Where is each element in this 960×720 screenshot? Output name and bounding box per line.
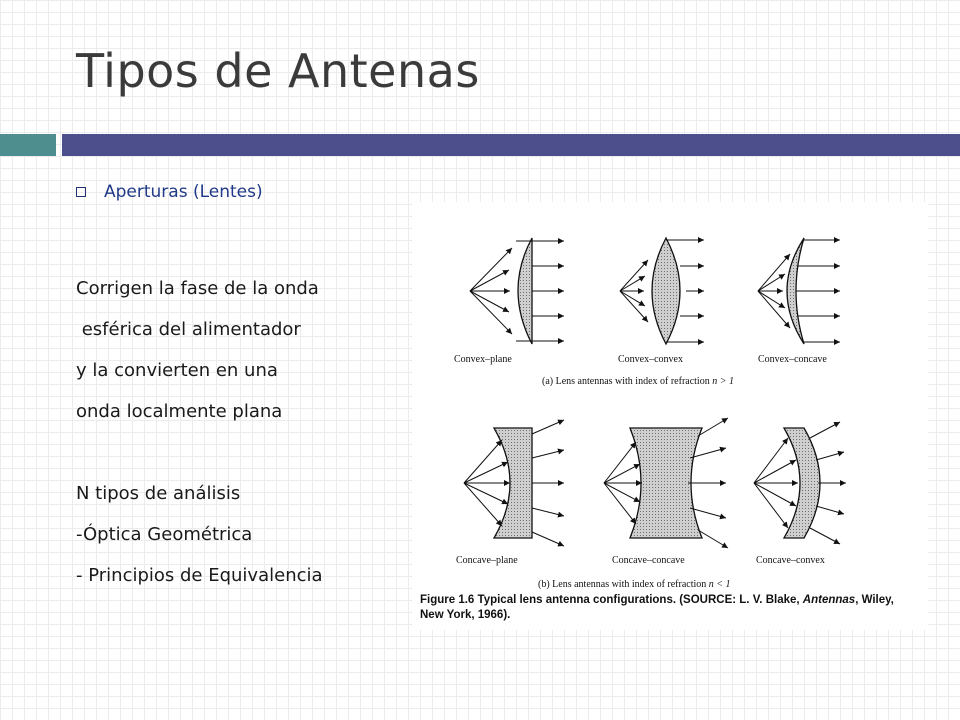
body-line: Corrigen la fase de la onda — [76, 278, 319, 299]
lens-concave-plane — [464, 420, 564, 546]
body-line: N tipos de análisis — [76, 483, 241, 504]
lens-label: Convex–convex — [618, 354, 683, 365]
body-line: esférica del alimentador — [76, 319, 301, 340]
square-bullet-icon — [76, 187, 86, 197]
lens-concave-convex — [754, 422, 846, 544]
lens-convex-plane — [470, 238, 564, 344]
subcaption-b: (b) Lens antennas with index of refraction n < 1 — [538, 579, 731, 590]
bullet-item — [76, 180, 263, 204]
lens-label: Convex–concave — [758, 354, 827, 365]
body-line: -Óptica Geométrica — [76, 524, 253, 545]
lens-label: Concave–convex — [756, 555, 825, 566]
figure-caption: Figure 1.6 Typical lens antenna configurations. (SOURCE: L. V. Blake, Antennas, Wiley, — [420, 594, 894, 606]
lens-label: Concave–concave — [612, 555, 685, 566]
body-line: - Principios de Equivalencia — [76, 565, 323, 586]
lens-concave-concave — [604, 418, 728, 548]
lens-diagram — [412, 202, 928, 592]
lens-convex-convex — [620, 238, 704, 344]
lens-label: Convex–plane — [454, 354, 512, 365]
header-bar — [62, 134, 960, 156]
body-line: onda localmente plana — [76, 401, 283, 422]
lens-label: Concave–plane — [456, 555, 518, 566]
slide-title: Tipos de Antenas — [76, 44, 480, 98]
header-bar-accent — [0, 134, 56, 156]
figure-caption-line2: New York, 1966). — [420, 609, 511, 621]
subcaption-a: (a) Lens antennas with index of refraction n > 1 — [542, 376, 734, 387]
lens-convex-concave — [758, 238, 840, 344]
bullet-text: Aperturas (Lentes) — [104, 182, 263, 202]
lens-antenna-figure — [412, 202, 928, 630]
body-line: y la convierten en una — [76, 360, 278, 381]
